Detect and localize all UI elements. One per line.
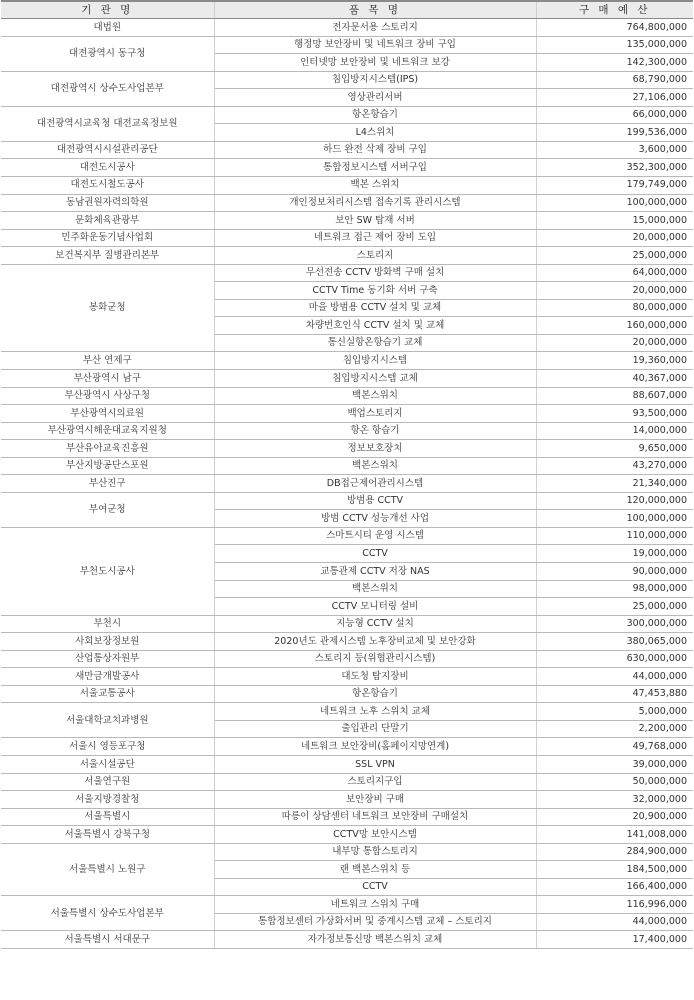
item-name-cell: 항온항습기 [214, 685, 536, 703]
table-row [1, 212, 693, 230]
item-name-cell: 스토리지구입 [214, 773, 536, 791]
item-name-cell: 자가정보통신망 백본스위치 교체 [214, 931, 536, 949]
table-row [1, 703, 693, 721]
budget-cell: 47,453,880 [536, 685, 693, 703]
agency-column-header: 기 관 명 [1, 1, 214, 19]
agency-cell: 부산광역시의료원 [1, 405, 214, 423]
table-row [1, 141, 693, 159]
table-row [1, 387, 693, 405]
budget-cell: 90,000,000 [536, 563, 693, 581]
table-row [1, 492, 693, 510]
header-row [1, 1, 693, 19]
budget-column-header: 구 매 예 산 [536, 1, 693, 19]
item-name-cell: 보안 SW 탑재 서버 [214, 212, 536, 230]
agency-cell: 보건복지부 질병관리본부 [1, 247, 214, 265]
agency-cell: 대전광역시 동구청 [1, 36, 214, 71]
budget-cell: 20,000,000 [536, 334, 693, 352]
budget-cell: 764,800,000 [536, 19, 693, 37]
budget-cell: 50,000,000 [536, 773, 693, 791]
agency-cell: 서울특별시 서대문구 [1, 931, 214, 949]
item-name-cell: 전자문서용 스토리지 [214, 19, 536, 37]
table-row [1, 773, 693, 791]
table-row [1, 352, 693, 370]
agency-cell: 대전광역시교육청 대전교육정보원 [1, 106, 214, 141]
agency-cell: 서울특별시 노원구 [1, 843, 214, 896]
item-name-cell: 방범 CCTV 성능개선 사업 [214, 510, 536, 528]
item-name-cell: 영상관리서버 [214, 89, 536, 107]
item-name-cell: 출입관리 단말기 [214, 720, 536, 738]
agency-cell: 부산유아교육진흥원 [1, 440, 214, 458]
agency-cell: 부산진구 [1, 475, 214, 493]
table-header [1, 1, 693, 19]
budget-cell: 179,749,000 [536, 176, 693, 194]
item-name-cell: CCTV [214, 878, 536, 896]
table-row [1, 229, 693, 247]
agency-cell: 민주화운동기념사업회 [1, 229, 214, 247]
budget-cell: 160,000,000 [536, 317, 693, 335]
table-row [1, 36, 693, 54]
agency-cell: 봉화군청 [1, 264, 214, 352]
item-name-cell: L4스위치 [214, 124, 536, 142]
budget-cell: 49,768,000 [536, 738, 693, 756]
budget-cell: 9,650,000 [536, 440, 693, 458]
item-name-cell: 통신실항온항습기 교체 [214, 334, 536, 352]
item-name-cell: 스토리지 등(위협관리시스템) [214, 650, 536, 668]
table-body [1, 19, 693, 949]
item-column-header: 품 목 명 [214, 1, 536, 19]
item-name-cell: SSL VPN [214, 756, 536, 774]
item-name-cell: 방범용 CCTV [214, 492, 536, 510]
item-name-cell: 백업스토리지 [214, 405, 536, 423]
budget-cell: 3,600,000 [536, 141, 693, 159]
budget-cell: 32,000,000 [536, 791, 693, 809]
item-name-cell: 교통관제 CCTV 저장 NAS [214, 563, 536, 581]
budget-cell: 25,000,000 [536, 247, 693, 265]
table-row [1, 405, 693, 423]
item-name-cell: 침입방지시스템 [214, 352, 536, 370]
item-name-cell: 항온 항습기 [214, 422, 536, 440]
item-name-cell: 개인정보처리시스템 접속기록 관리시스템 [214, 194, 536, 212]
table-row [1, 71, 693, 89]
budget-cell: 19,360,000 [536, 352, 693, 370]
budget-cell: 27,106,000 [536, 89, 693, 107]
budget-cell: 40,367,000 [536, 369, 693, 387]
procurement-budget-table [1, 0, 693, 949]
item-name-cell: 네트워크 접근 제어 장비 도입 [214, 229, 536, 247]
budget-cell: 25,000,000 [536, 598, 693, 616]
item-name-cell: 통합정보시스템 서버구입 [214, 159, 536, 177]
item-name-cell: CCTV 모니터링 설비 [214, 598, 536, 616]
budget-cell: 166,400,000 [536, 878, 693, 896]
item-name-cell: DB접근제어관리시스템 [214, 475, 536, 493]
budget-cell: 39,000,000 [536, 756, 693, 774]
budget-cell: 380,065,000 [536, 633, 693, 651]
budget-cell: 2,200,000 [536, 720, 693, 738]
item-name-cell: 랜 백본스위치 등 [214, 861, 536, 879]
table-row [1, 106, 693, 124]
budget-cell: 17,400,000 [536, 931, 693, 949]
budget-cell: 142,300,000 [536, 54, 693, 72]
item-name-cell: 대도청 탐지장비 [214, 668, 536, 686]
agency-cell: 서울지방경찰청 [1, 791, 214, 809]
table-row [1, 791, 693, 809]
agency-cell: 서울대학교치과병원 [1, 703, 214, 738]
item-name-cell: 보안장비 구매 [214, 791, 536, 809]
item-name-cell: 인터넷망 보안장비 및 네트워크 보강 [214, 54, 536, 72]
agency-cell: 대전도시철도공사 [1, 176, 214, 194]
agency-cell: 부여군청 [1, 492, 214, 527]
item-name-cell: 마을 방범용 CCTV 설치 및 교체 [214, 299, 536, 317]
budget-cell: 20,000,000 [536, 229, 693, 247]
agency-cell: 서울특별시 상수도사업본부 [1, 896, 214, 931]
budget-cell: 135,000,000 [536, 36, 693, 54]
item-name-cell: 네트워크 스위치 구매 [214, 896, 536, 914]
table-row [1, 159, 693, 177]
item-name-cell: 백본 스위치 [214, 176, 536, 194]
table-row [1, 440, 693, 458]
agency-cell: 사회보장정보원 [1, 633, 214, 651]
budget-cell: 141,008,000 [536, 826, 693, 844]
budget-cell: 44,000,000 [536, 913, 693, 931]
agency-cell: 대법원 [1, 19, 214, 37]
table-row [1, 843, 693, 861]
table-row [1, 738, 693, 756]
budget-cell: 64,000,000 [536, 264, 693, 282]
item-name-cell: 2020년도 관제시스템 노후장비교체 및 보안강화 [214, 633, 536, 651]
item-name-cell: 내부망 통합스토리지 [214, 843, 536, 861]
item-name-cell: 침입방지시스템 교체 [214, 369, 536, 387]
table-row [1, 527, 693, 545]
agency-cell: 새만금개발공사 [1, 668, 214, 686]
agency-cell: 부산광역시 남구 [1, 369, 214, 387]
item-name-cell: 백본스위치 [214, 457, 536, 475]
table-row [1, 475, 693, 493]
table-row [1, 826, 693, 844]
budget-cell: 5,000,000 [536, 703, 693, 721]
item-name-cell: CCTV망 보안시스템 [214, 826, 536, 844]
item-name-cell: 스토리지 [214, 247, 536, 265]
agency-cell: 동남권원자력의학원 [1, 194, 214, 212]
agency-cell: 부천도시공사 [1, 527, 214, 615]
agency-cell: 부산광역시해운대교육지원청 [1, 422, 214, 440]
budget-cell: 66,000,000 [536, 106, 693, 124]
table-row [1, 422, 693, 440]
item-name-cell: 백본스위치 [214, 580, 536, 598]
table-row [1, 264, 693, 282]
agency-cell: 대전광역시시설관리공단 [1, 141, 214, 159]
item-name-cell: 침입방지시스템(IPS) [214, 71, 536, 89]
item-name-cell: 스마트시티 운영 시스템 [214, 527, 536, 545]
agency-cell: 대전광역시 상수도사업본부 [1, 71, 214, 106]
budget-cell: 352,300,000 [536, 159, 693, 177]
table-row [1, 633, 693, 651]
table-row [1, 756, 693, 774]
agency-cell: 서울특별시 강북구청 [1, 826, 214, 844]
item-name-cell: 행정망 보안장비 및 네트워크 장비 구입 [214, 36, 536, 54]
table-row [1, 194, 693, 212]
budget-cell: 43,270,000 [536, 457, 693, 475]
agency-cell: 서울교통공사 [1, 685, 214, 703]
item-name-cell: 지능형 CCTV 설치 [214, 615, 536, 633]
item-name-cell: CCTV [214, 545, 536, 563]
budget-cell: 184,500,000 [536, 861, 693, 879]
agency-cell: 산업통상자원부 [1, 650, 214, 668]
budget-cell: 120,000,000 [536, 492, 693, 510]
item-name-cell: 백본스위치 [214, 387, 536, 405]
table-row [1, 668, 693, 686]
budget-cell: 116,996,000 [536, 896, 693, 914]
budget-cell: 300,000,000 [536, 615, 693, 633]
budget-cell: 15,000,000 [536, 212, 693, 230]
agency-cell: 서울특별시 [1, 808, 214, 826]
agency-cell: 서울시 영등포구청 [1, 738, 214, 756]
agency-cell: 부산지방공단스포원 [1, 457, 214, 475]
table-row [1, 650, 693, 668]
table-row [1, 19, 693, 37]
table-row [1, 176, 693, 194]
budget-cell: 630,000,000 [536, 650, 693, 668]
agency-cell: 문화체육관광부 [1, 212, 214, 230]
budget-cell: 100,000,000 [536, 194, 693, 212]
agency-cell: 부산 연제구 [1, 352, 214, 370]
budget-cell: 80,000,000 [536, 299, 693, 317]
item-name-cell: 따릉이 상담센터 네트워크 보안장비 구매설치 [214, 808, 536, 826]
budget-cell: 110,000,000 [536, 527, 693, 545]
budget-cell: 44,000,000 [536, 668, 693, 686]
table-row [1, 896, 693, 914]
budget-cell: 20,900,000 [536, 808, 693, 826]
table-row [1, 369, 693, 387]
item-name-cell: 정보보호장치 [214, 440, 536, 458]
budget-cell: 14,000,000 [536, 422, 693, 440]
budget-cell: 20,000,000 [536, 282, 693, 300]
table-row [1, 615, 693, 633]
item-name-cell: 통합정보센터 가상화서버 및 중계시스템 교체 – 스토리지 [214, 913, 536, 931]
budget-cell: 88,607,000 [536, 387, 693, 405]
budget-cell: 19,000,000 [536, 545, 693, 563]
budget-cell: 100,000,000 [536, 510, 693, 528]
table-row [1, 685, 693, 703]
agency-cell: 부천시 [1, 615, 214, 633]
agency-cell: 서울시설공단 [1, 756, 214, 774]
agency-cell: 서울연구원 [1, 773, 214, 791]
item-name-cell: CCTV Time 동기화 서버 구축 [214, 282, 536, 300]
budget-cell: 21,340,000 [536, 475, 693, 493]
budget-cell: 199,536,000 [536, 124, 693, 142]
table-row [1, 457, 693, 475]
item-name-cell: 항온항습기 [214, 106, 536, 124]
item-name-cell: 무선전송 CCTV 방화벽 구매 설치 [214, 264, 536, 282]
table-row [1, 247, 693, 265]
item-name-cell: 네트워크 노후 스위치 교체 [214, 703, 536, 721]
item-name-cell: 네트워크 보안장비(홈페이지망연계) [214, 738, 536, 756]
budget-cell: 98,000,000 [536, 580, 693, 598]
item-name-cell: 차량번호인식 CCTV 설치 및 교체 [214, 317, 536, 335]
agency-cell: 부산광역시 사상구청 [1, 387, 214, 405]
budget-cell: 284,900,000 [536, 843, 693, 861]
agency-cell: 대전도시공사 [1, 159, 214, 177]
table-row [1, 808, 693, 826]
table-row [1, 931, 693, 949]
budget-cell: 93,500,000 [536, 405, 693, 423]
item-name-cell: 하드 완전 삭제 장비 구입 [214, 141, 536, 159]
budget-cell: 68,790,000 [536, 71, 693, 89]
